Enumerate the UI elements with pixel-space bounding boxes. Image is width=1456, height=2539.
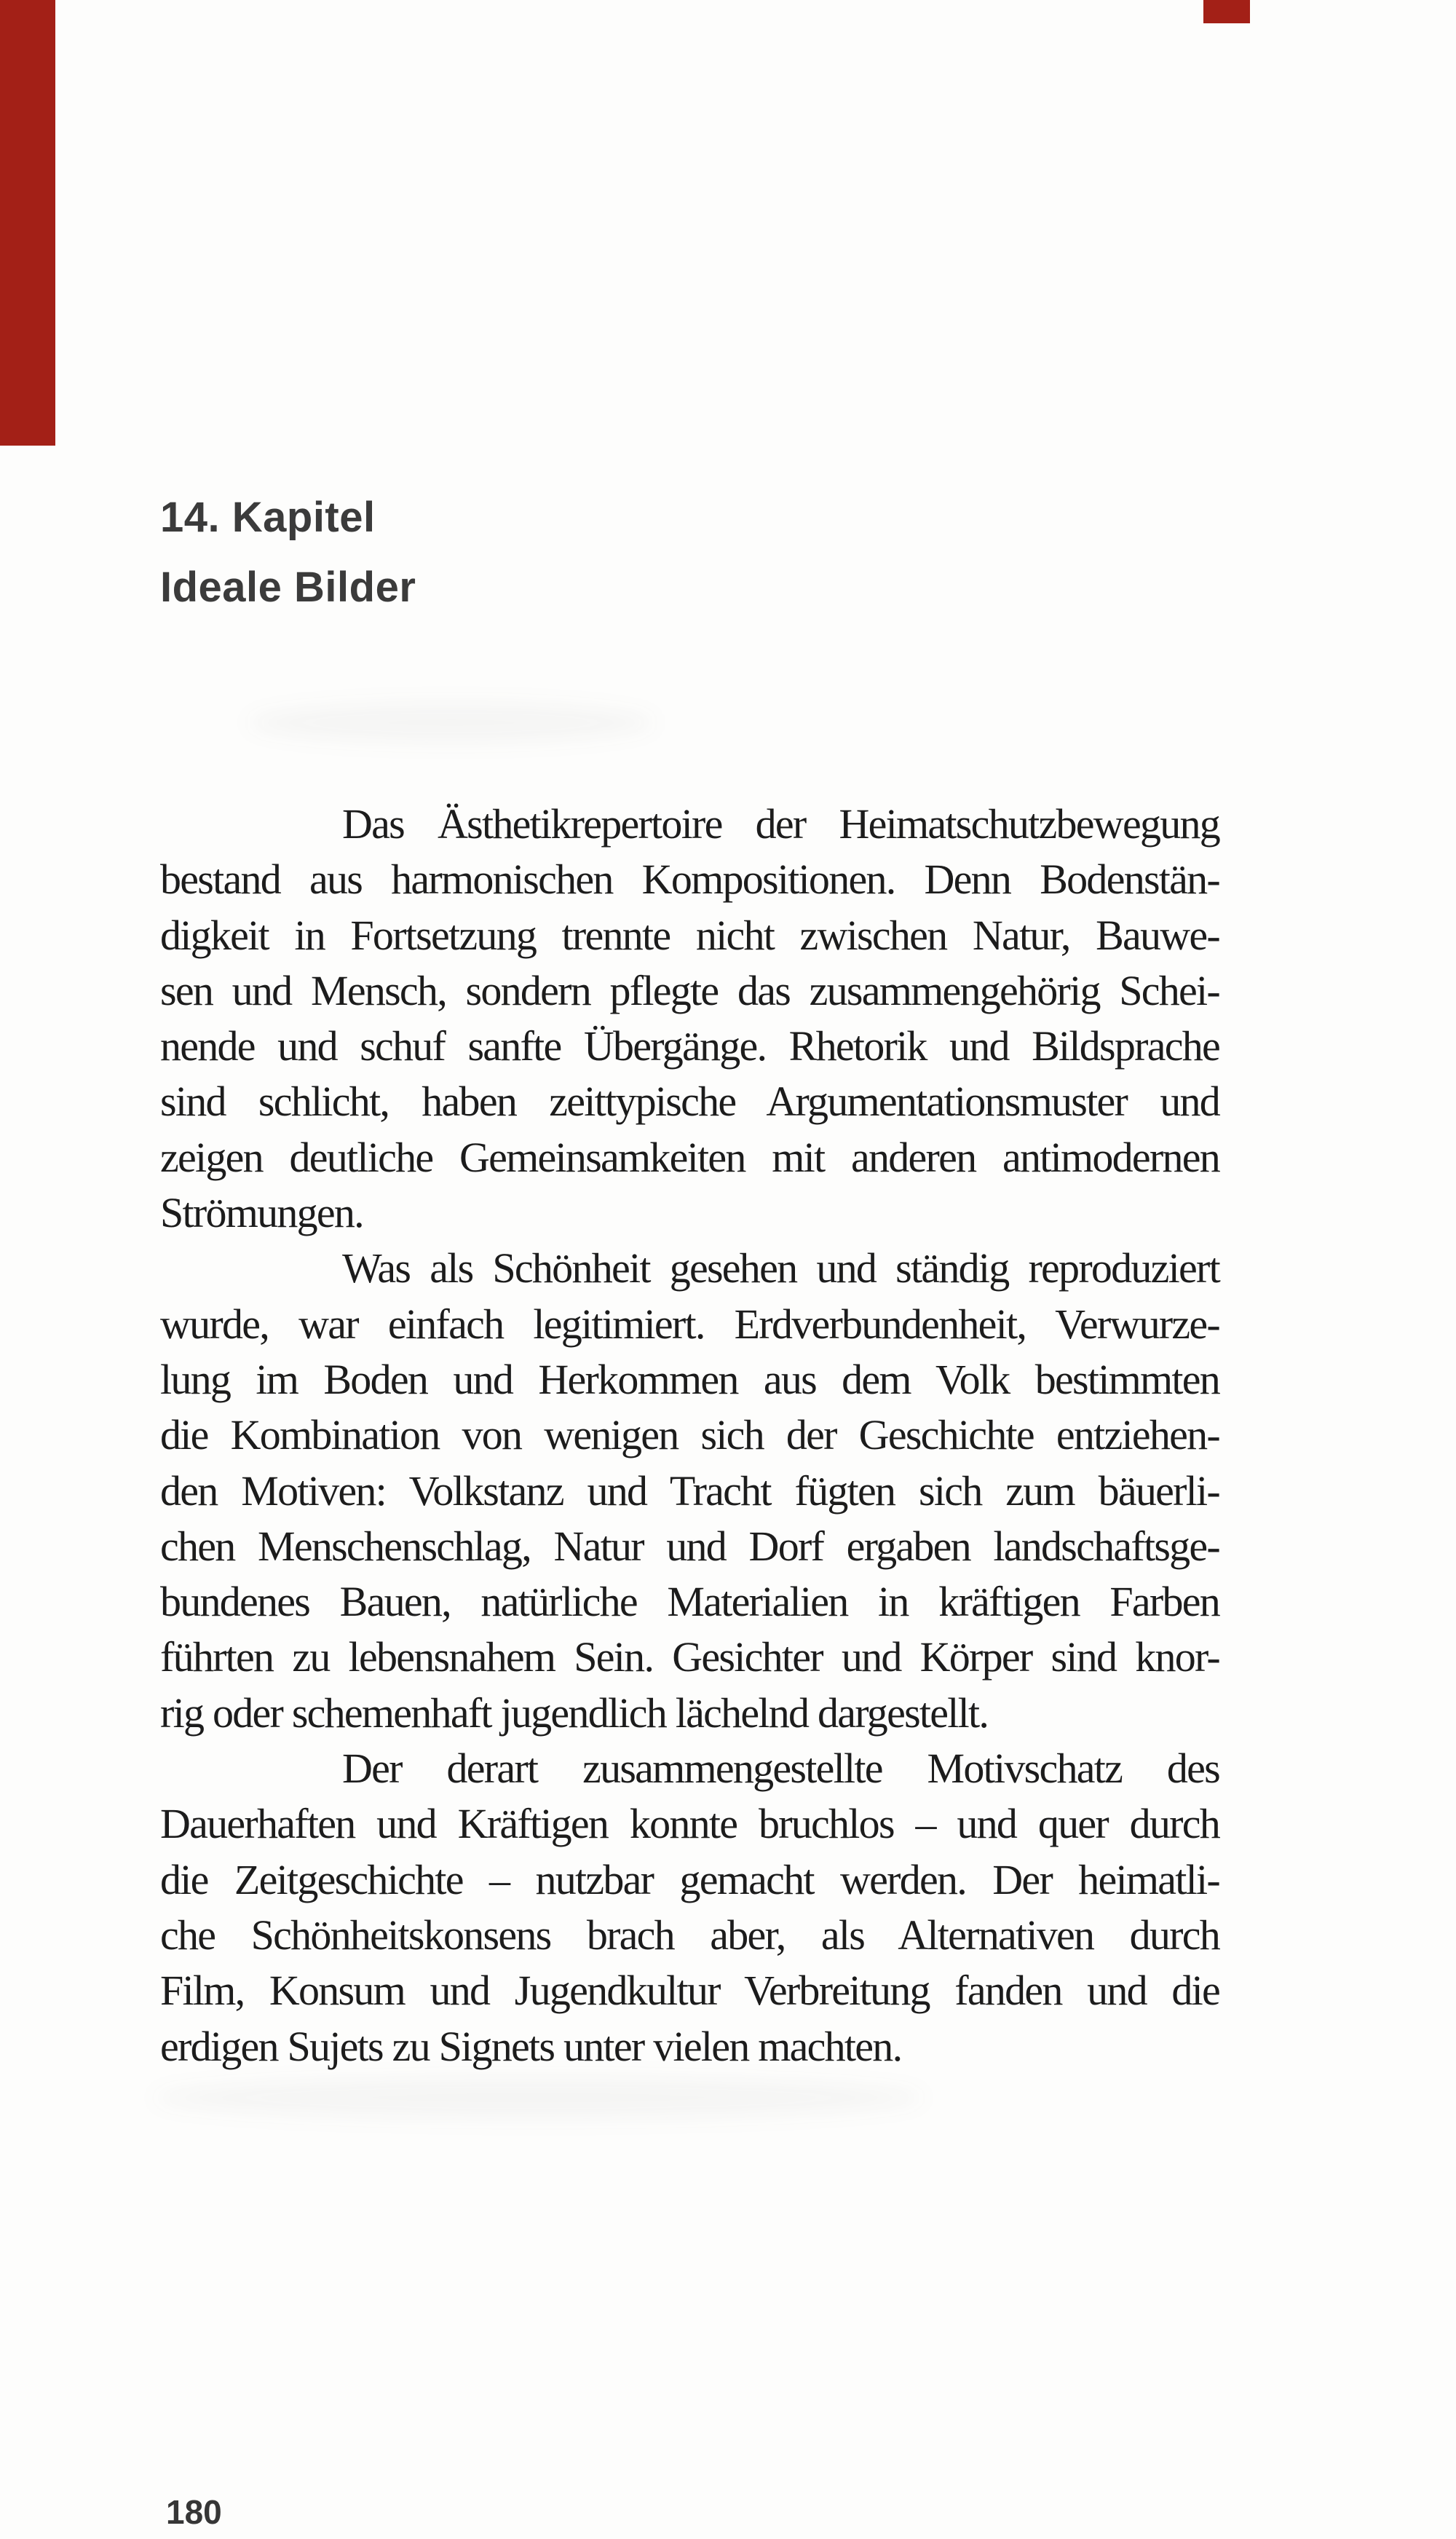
text-line: lung im Boden und Herkommen aus dem Volk bestimmten	[160, 1355, 1219, 1403]
text-line: Strömungen.	[160, 1189, 363, 1237]
text-line: Das Ästhetikrepertoire der Heimatschutzbewegung	[342, 800, 1219, 848]
body-text	[160, 797, 1219, 2074]
text-line: die Kombination von wenigen sich der Geschichte entziehen-	[160, 1411, 1219, 1459]
text-line: chen Menschenschlag, Natur und Dorf ergaben landschaftsge-	[160, 1522, 1219, 1570]
text-line: Dauerhaften und Kräftigen konnte bruchlos – und quer durch	[160, 1800, 1219, 1848]
text-line: führten zu lebensnahem Sein. Gesichter und Körper sind knor-	[160, 1633, 1219, 1681]
chapter-title: Ideale Bilder	[160, 564, 416, 611]
scan-smudge	[153, 2077, 925, 2119]
text-line: die Zeitgeschichte – nutzbar gemacht werden. Der heimatli-	[160, 1855, 1219, 1903]
text-line: sind schlicht, haben zeittypische Argumentationsmuster und	[160, 1078, 1219, 1126]
text-line: nende und schuf sanfte Übergänge. Rhetorik und Bildsprache	[160, 1022, 1219, 1070]
text-line: che Schönheitskonsens brach aber, als Alternativen durch	[160, 1911, 1219, 1959]
text-line: bundenes Bauen, natürliche Materialien in kräftigen Farben	[160, 1578, 1219, 1626]
scan-smudge	[248, 703, 655, 743]
text-line: bestand aus harmonischen Kompositionen. Denn Bodenstän-	[160, 856, 1219, 904]
page-number: 180	[166, 2493, 222, 2531]
chapter-number: 14. Kapitel	[160, 494, 376, 541]
text-line: den Motiven: Volkstanz und Tracht fügten sich zum bäuerli-	[160, 1466, 1219, 1515]
text-line: Was als Schönheit gesehen und ständig reproduziert	[342, 1244, 1219, 1292]
chapter-heading	[160, 483, 416, 623]
text-line: rig oder schemenhaft jugendlich lächelnd dargestellt.	[160, 1689, 989, 1737]
text-line: zeigen deutliche Gemeinsamkeiten mit anderen antimodernen	[160, 1133, 1219, 1181]
text-line: sen und Mensch, sondern pflegte das zusammengehörig Schei-	[160, 966, 1219, 1014]
text-line: wurde, war einfach legitimiert. Erdverbundenheit, Verwurze-	[160, 1300, 1219, 1348]
text-line: Film, Konsum und Jugendkultur Verbreitung fanden und die	[160, 1967, 1219, 2015]
text-line: digkeit in Fortsetzung trennte nicht zwischen Natur, Bauwe-	[160, 911, 1219, 959]
scan-edge-bar	[0, 0, 55, 446]
text-line: Der derart zusammengestellte Motivschatz des	[342, 1745, 1219, 1793]
scan-corner-mark	[1203, 0, 1250, 23]
text-line: erdigen Sujets zu Signets unter vielen machten.	[160, 2022, 902, 2070]
